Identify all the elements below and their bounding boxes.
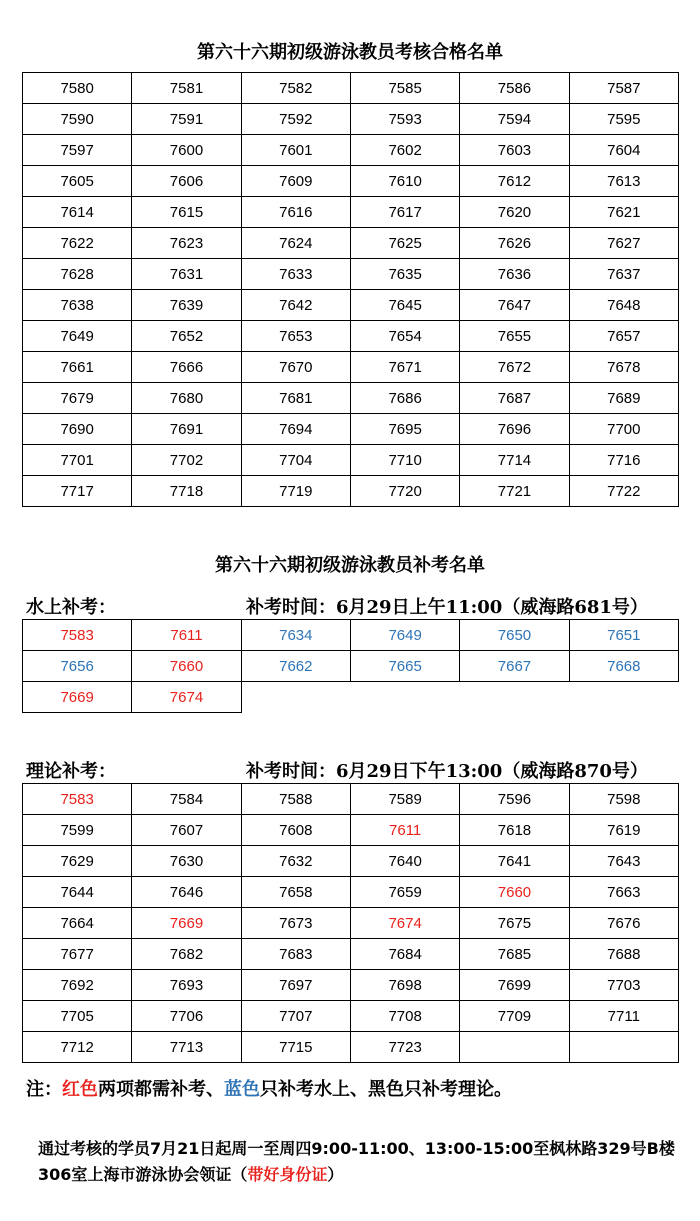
table-row	[23, 815, 679, 846]
table-cell: 7585	[350, 73, 459, 104]
table-cell: 7696	[460, 414, 569, 445]
table-cell: 7659	[350, 877, 459, 908]
table-cell: 7616	[241, 197, 350, 228]
table-cell: 7712	[23, 1032, 132, 1063]
theory-retake-table	[22, 783, 679, 1063]
table-cell: 7627	[569, 228, 678, 259]
table-cell: 7592	[241, 104, 350, 135]
table-cell: 7613	[569, 166, 678, 197]
table-cell: 7596	[460, 784, 569, 815]
table-cell: 7679	[23, 383, 132, 414]
table-cell: 7647	[460, 290, 569, 321]
table-cell: 7705	[23, 1001, 132, 1032]
table-cell: 7716	[569, 445, 678, 476]
table-cell: 7611	[132, 620, 241, 651]
table-cell: 7618	[460, 815, 569, 846]
theory-retake-time: 补考时间：6月29日下午13:00（威海路870号）	[246, 761, 648, 782]
water-retake-label: 水上补考：	[26, 597, 116, 618]
table-cell	[460, 1032, 569, 1063]
table-cell: 7602	[350, 135, 459, 166]
table-cell: 7676	[569, 908, 678, 939]
footer-id-reminder: 带好身份证	[247, 1165, 328, 1184]
table-cell: 7634	[241, 620, 350, 651]
table-row	[23, 1032, 679, 1063]
table-row	[23, 73, 679, 104]
table-cell: 7668	[569, 651, 678, 682]
table-cell: 7662	[241, 651, 350, 682]
table-cell: 7580	[23, 73, 132, 104]
table-cell: 7622	[23, 228, 132, 259]
table-cell: 7708	[350, 1001, 459, 1032]
table-row	[23, 846, 679, 877]
table-cell: 7638	[23, 290, 132, 321]
table-cell: 7675	[460, 908, 569, 939]
table-cell: 7611	[350, 815, 459, 846]
table-cell: 7723	[350, 1032, 459, 1063]
table-cell: 7608	[241, 815, 350, 846]
table-cell: 7600	[132, 135, 241, 166]
table-cell: 7623	[132, 228, 241, 259]
table-cell: 7619	[569, 815, 678, 846]
table-row	[23, 620, 679, 651]
table-cell: 7646	[132, 877, 241, 908]
table-cell: 7645	[350, 290, 459, 321]
table-cell: 7639	[132, 290, 241, 321]
table-cell: 7695	[350, 414, 459, 445]
water-retake-time: 补考时间：6月29日上午11:00（威海路681号）	[246, 597, 648, 618]
table-cell: 7660	[460, 877, 569, 908]
table-row	[23, 166, 679, 197]
table-cell: 7678	[569, 352, 678, 383]
table-cell: 7664	[23, 908, 132, 939]
table-cell: 7606	[132, 166, 241, 197]
table-cell: 7718	[132, 476, 241, 507]
table-cell: 7667	[460, 651, 569, 682]
table-cell: 7588	[241, 784, 350, 815]
table-cell: 7655	[460, 321, 569, 352]
note-mid2: 只补考水上、黑色只补考理论。	[260, 1079, 512, 1100]
table-cell: 7593	[350, 104, 459, 135]
table-cell: 7672	[460, 352, 569, 383]
certificate-pickup-note	[38, 1136, 688, 1188]
table-row	[23, 290, 679, 321]
table-cell: 7701	[23, 445, 132, 476]
table-row	[23, 908, 679, 939]
table-cell: 7669	[23, 682, 132, 713]
table-cell: 7649	[23, 321, 132, 352]
table-cell: 7653	[241, 321, 350, 352]
table-cell: 7684	[350, 939, 459, 970]
table-cell: 7625	[350, 228, 459, 259]
table-cell: 7692	[23, 970, 132, 1001]
table-row	[23, 414, 679, 445]
table-cell: 7617	[350, 197, 459, 228]
table-cell: 7715	[241, 1032, 350, 1063]
note-mid1: 两项都需补考、	[98, 1079, 224, 1100]
table-cell: 7671	[350, 352, 459, 383]
table-cell: 7682	[132, 939, 241, 970]
table-row	[23, 476, 679, 507]
table-cell: 7683	[241, 939, 350, 970]
table-row	[23, 259, 679, 290]
footer-text: 通过考核的学员7月21日起周一至周四9:00-11:00、13:00-15:00至枫林路329号B楼306室上海市游泳协会领证（	[38, 1139, 675, 1184]
table-cell: 7699	[460, 970, 569, 1001]
table-cell: 7703	[569, 970, 678, 1001]
table-row	[23, 197, 679, 228]
table-cell: 7707	[241, 1001, 350, 1032]
table-cell: 7591	[132, 104, 241, 135]
table-row	[23, 877, 679, 908]
table-cell: 7620	[460, 197, 569, 228]
table-cell: 7626	[460, 228, 569, 259]
table-cell: 7654	[350, 321, 459, 352]
table-cell: 7690	[23, 414, 132, 445]
table-cell: 7698	[350, 970, 459, 1001]
table-row	[23, 651, 679, 682]
table-cell: 7636	[460, 259, 569, 290]
footer-close: ）	[327, 1165, 344, 1184]
table-cell: 7674	[350, 908, 459, 939]
table-cell: 7586	[460, 73, 569, 104]
table-cell: 7652	[132, 321, 241, 352]
note-blue-word: 蓝色	[224, 1079, 260, 1100]
table-cell: 7635	[350, 259, 459, 290]
table-cell: 7661	[23, 352, 132, 383]
table-cell: 7670	[241, 352, 350, 383]
table-cell: 7594	[460, 104, 569, 135]
table-cell: 7691	[132, 414, 241, 445]
table-cell: 7609	[241, 166, 350, 197]
table-cell: 7640	[350, 846, 459, 877]
table-cell: 7583	[23, 784, 132, 815]
table-cell: 7686	[350, 383, 459, 414]
table-cell: 7612	[460, 166, 569, 197]
table-cell: 7685	[460, 939, 569, 970]
table-cell: 7710	[350, 445, 459, 476]
table-cell: 7713	[132, 1032, 241, 1063]
table-cell: 7631	[132, 259, 241, 290]
table-cell: 7589	[350, 784, 459, 815]
table-cell: 7610	[350, 166, 459, 197]
table-row	[23, 1001, 679, 1032]
table-cell: 7637	[569, 259, 678, 290]
table-cell: 7650	[460, 620, 569, 651]
table-cell: 7595	[569, 104, 678, 135]
table-cell: 7717	[23, 476, 132, 507]
table-cell: 7721	[460, 476, 569, 507]
table-cell: 7605	[23, 166, 132, 197]
table-cell: 7603	[460, 135, 569, 166]
table-cell: 7644	[23, 877, 132, 908]
table-cell: 7607	[132, 815, 241, 846]
table-cell: 7700	[569, 414, 678, 445]
table-row	[23, 135, 679, 166]
table-cell: 7680	[132, 383, 241, 414]
table-cell: 7720	[350, 476, 459, 507]
table-row	[23, 321, 679, 352]
table-row	[23, 682, 679, 713]
table-cell: 7660	[132, 651, 241, 682]
table-cell: 7630	[132, 846, 241, 877]
note-prefix: 注：	[26, 1079, 62, 1100]
table-row	[23, 445, 679, 476]
pass-list-title: 第六十六期初级游泳教员考核合格名单	[197, 42, 503, 63]
table-cell: 7665	[350, 651, 459, 682]
table-cell: 7688	[569, 939, 678, 970]
table-cell: 7722	[569, 476, 678, 507]
table-cell: 7658	[241, 877, 350, 908]
table-cell: 7649	[350, 620, 459, 651]
table-cell: 7633	[241, 259, 350, 290]
table-cell: 7669	[132, 908, 241, 939]
pass-list-table	[22, 72, 679, 507]
table-cell: 7590	[23, 104, 132, 135]
table-cell: 7663	[569, 877, 678, 908]
table-row	[23, 352, 679, 383]
table-cell	[569, 1032, 678, 1063]
table-cell: 7693	[132, 970, 241, 1001]
table-cell: 7719	[241, 476, 350, 507]
table-row	[23, 383, 679, 414]
table-cell: 7687	[460, 383, 569, 414]
table-cell: 7628	[23, 259, 132, 290]
table-cell: 7651	[569, 620, 678, 651]
table-cell: 7624	[241, 228, 350, 259]
retake-list-title: 第六十六期初级游泳教员补考名单	[215, 555, 485, 576]
table-cell: 7604	[569, 135, 678, 166]
table-cell: 7711	[569, 1001, 678, 1032]
table-cell: 7673	[241, 908, 350, 939]
table-cell: 7709	[460, 1001, 569, 1032]
table-cell: 7677	[23, 939, 132, 970]
table-cell: 7584	[132, 784, 241, 815]
table-row	[23, 939, 679, 970]
table-cell: 7706	[132, 1001, 241, 1032]
table-cell: 7648	[569, 290, 678, 321]
table-cell: 7666	[132, 352, 241, 383]
theory-retake-label: 理论补考：	[26, 761, 116, 782]
table-cell: 7641	[460, 846, 569, 877]
table-cell: 7694	[241, 414, 350, 445]
table-cell: 7587	[569, 73, 678, 104]
table-cell: 7601	[241, 135, 350, 166]
table-cell: 7643	[569, 846, 678, 877]
table-cell: 7642	[241, 290, 350, 321]
table-cell: 7681	[241, 383, 350, 414]
table-cell: 7598	[569, 784, 678, 815]
table-cell: 7704	[241, 445, 350, 476]
table-cell: 7689	[569, 383, 678, 414]
table-cell: 7621	[569, 197, 678, 228]
table-row	[23, 104, 679, 135]
table-cell: 7657	[569, 321, 678, 352]
table-cell: 7614	[23, 197, 132, 228]
color-legend-note	[26, 1075, 512, 1101]
table-cell: 7632	[241, 846, 350, 877]
table-cell: 7615	[132, 197, 241, 228]
table-cell: 7583	[23, 620, 132, 651]
table-row	[23, 228, 679, 259]
table-cell: 7629	[23, 846, 132, 877]
table-cell: 7599	[23, 815, 132, 846]
table-cell: 7582	[241, 73, 350, 104]
note-red-word: 红色	[62, 1079, 98, 1100]
table-row	[23, 970, 679, 1001]
table-cell: 7656	[23, 651, 132, 682]
table-cell: 7674	[132, 682, 241, 713]
table-cell: 7702	[132, 445, 241, 476]
table-cell: 7697	[241, 970, 350, 1001]
table-cell: 7714	[460, 445, 569, 476]
water-retake-table	[22, 619, 679, 713]
table-cell: 7597	[23, 135, 132, 166]
table-cell: 7581	[132, 73, 241, 104]
table-row	[23, 784, 679, 815]
